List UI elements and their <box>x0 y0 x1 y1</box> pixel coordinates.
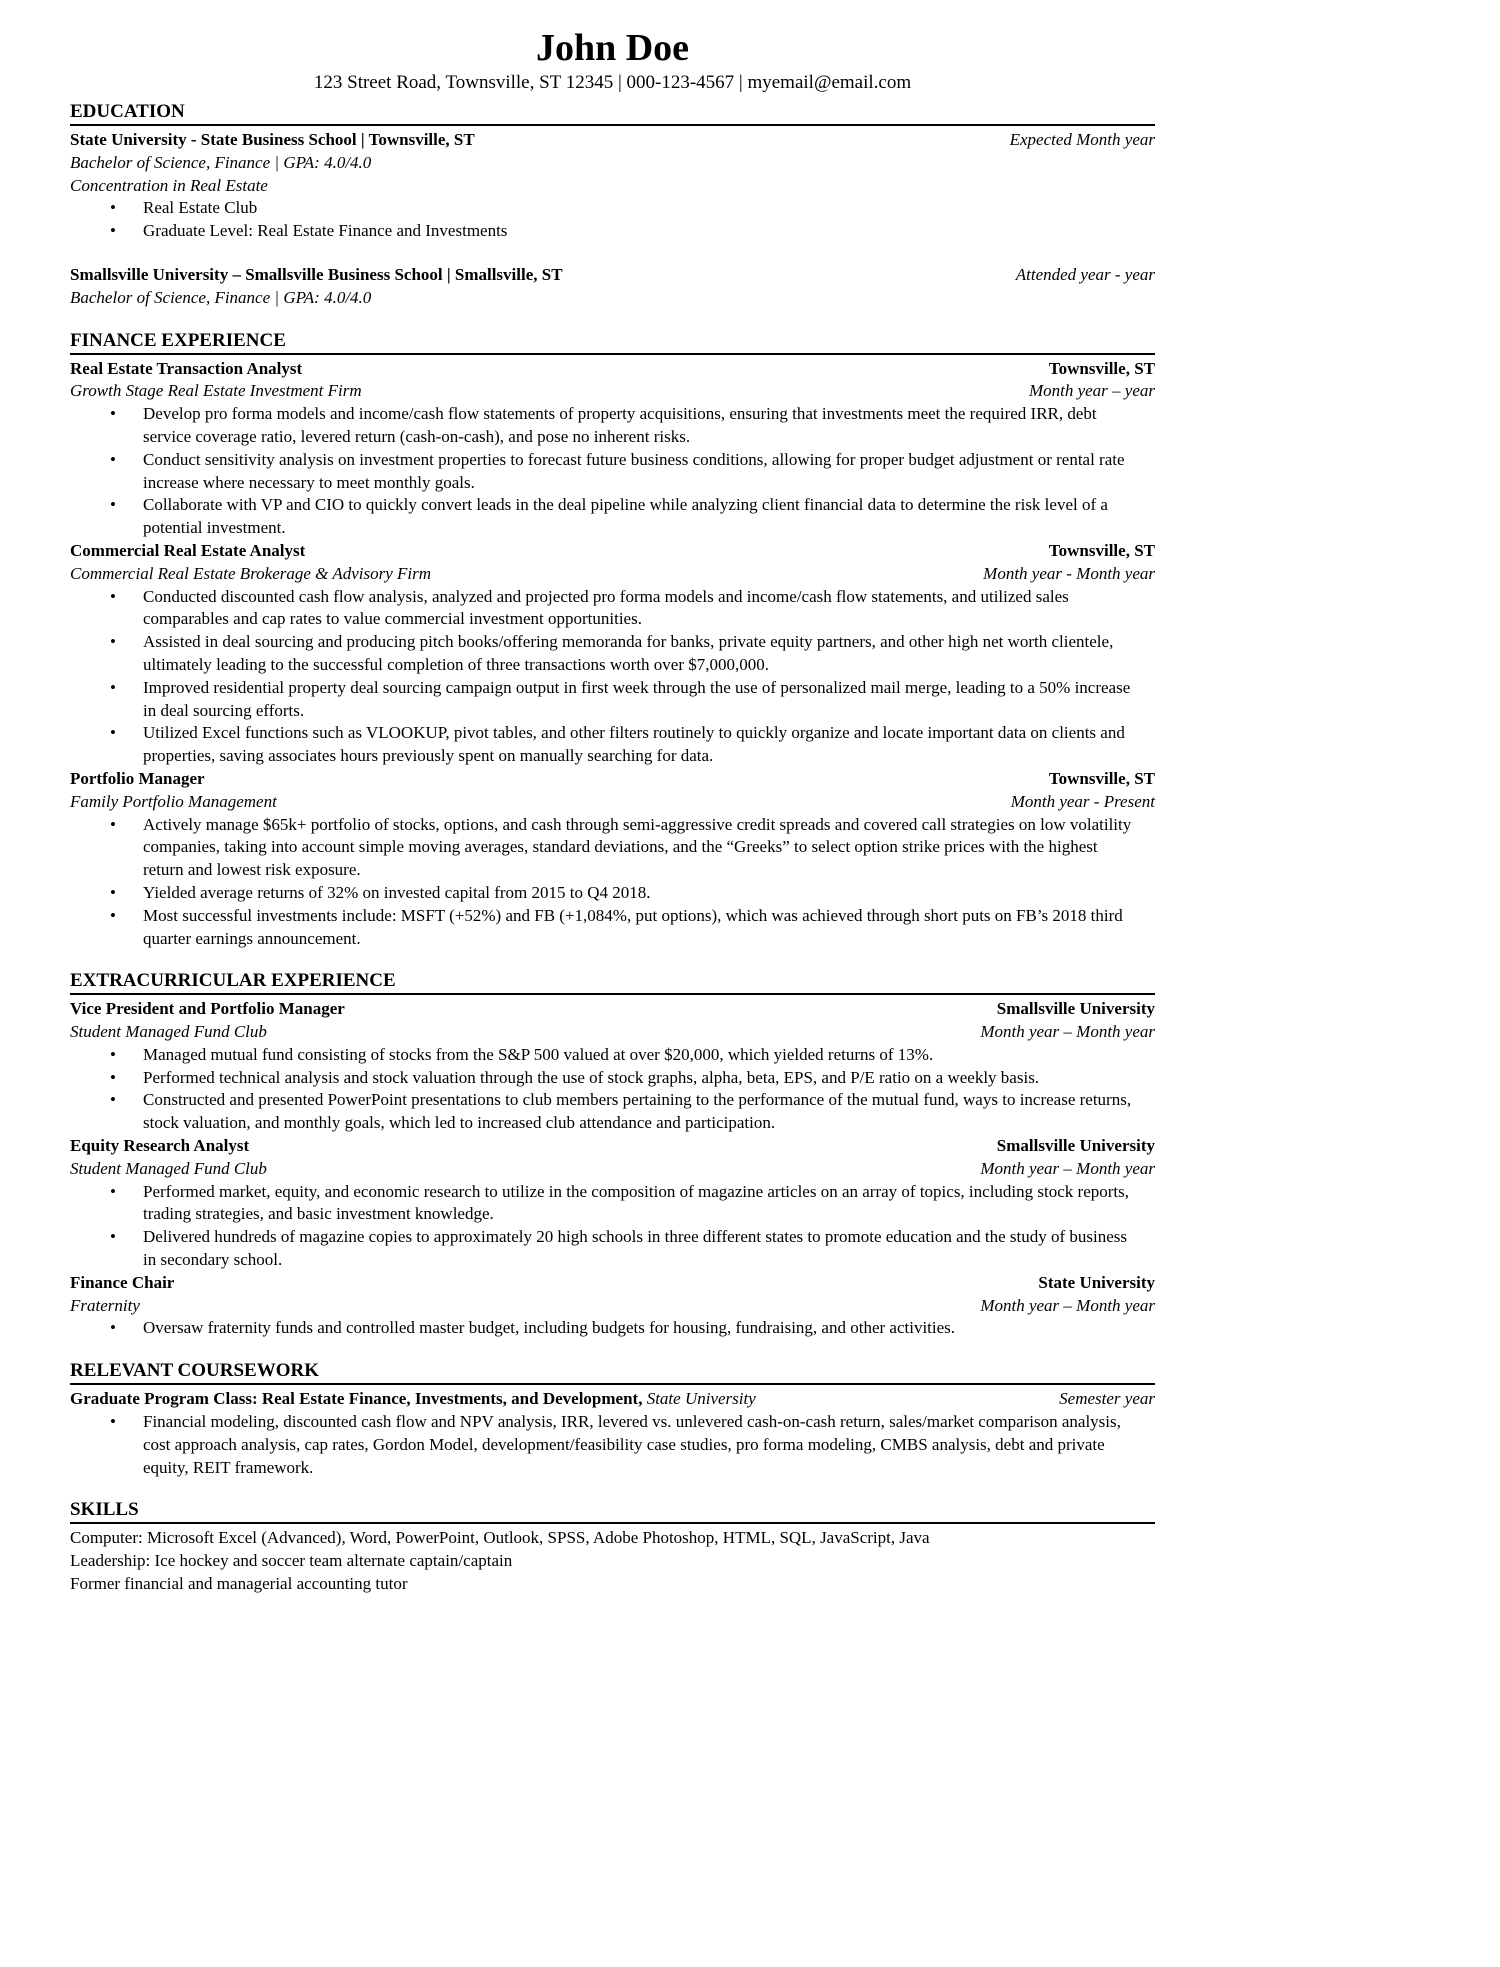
experience-entry <box>70 1135 1155 1272</box>
section-heading-education: EDUCATION <box>70 99 1155 126</box>
job-bullet-list <box>70 1044 1155 1135</box>
company-name: Fraternity <box>70 1295 140 1315</box>
company-row <box>70 791 1155 814</box>
job-dates: Month year - Month year <box>983 563 1155 583</box>
job-title: Commercial Real Estate Analyst <box>70 540 306 560</box>
job-title-row <box>70 768 1155 791</box>
job-location: State University <box>1038 1272 1155 1292</box>
education-title-row <box>70 264 1155 287</box>
job-bullet-list <box>70 1181 1155 1272</box>
company-row <box>70 563 1155 586</box>
company-name: Family Portfolio Management <box>70 791 277 811</box>
course-title-row <box>70 1388 1155 1411</box>
bullet-item: • Conduct sensitivity analysis on investment properties to forecast future business conditions, allowing for proper budget adjustment or rental rate increase where necessary to meet monthly goals. <box>70 449 1140 495</box>
company-row <box>70 1295 1155 1318</box>
experience-entry <box>70 358 1155 540</box>
job-dates: Month year – year <box>1028 381 1155 401</box>
education-dates: Expected Month year <box>1009 130 1155 149</box>
school-name: State University - State Business School | Townsville, ST <box>70 130 475 149</box>
bullet-item: • Collaborate with VP and CIO to quickly convert leads in the deal pipeline while analyzing client financial data to determine the risk level of a potential investment. <box>70 494 1140 540</box>
bullet-item: • Performed technical analysis and stock valuation through the use of stock graphs, alpha, beta, EPS, and P/E ratio on a weekly basis. <box>70 1067 1140 1090</box>
company-name: Commercial Real Estate Brokerage & Advisory Firm <box>70 563 432 583</box>
bullet-item: • Graduate Level: Real Estate Finance and Investments <box>70 220 1140 243</box>
bullet-item: • Most successful investments include: MSFT (+52%) and FB (+1,084%, put options), which was achieved through short puts on FB’s 2018 third quarter earnings announcement. <box>70 905 1140 951</box>
bullet-item: • Performed market, equity, and economic research to utilize in the composition of magazine articles on an array of topics, including stock reports, trading strategies, and basic investment knowledge. <box>70 1181 1140 1227</box>
education-concentration-row <box>70 175 1155 198</box>
job-dates: Month year - Present <box>1010 791 1155 811</box>
bullet-item: • Financial modeling, discounted cash flow and NPV analysis, IRR, levered vs. unlevered cash-on-cash return, sales/market comparison analysis, cost approach analysis, cap rates, Gordon Model, development/feasibility case studies, pro forma modeling, CMBS analysis, debt and private equity, REIT framework. <box>70 1411 1140 1479</box>
job-title: Real Estate Transaction Analyst <box>70 358 303 378</box>
skills-line-computer: Computer: Microsoft Excel (Advanced), Word, PowerPoint, Outlook, SPSS, Adobe Photoshop, HTML, SQL, JavaScript, Java <box>70 1528 930 1548</box>
job-title: Portfolio Manager <box>70 768 205 788</box>
job-title-row <box>70 1272 1155 1295</box>
job-title-row <box>70 358 1155 381</box>
course-dates: Semester year <box>1059 1389 1155 1409</box>
bullet-item: • Oversaw fraternity funds and controlled master budget, including budgets for housing, fundraising, and other activities. <box>70 1317 1140 1340</box>
person-name: John Doe <box>535 27 690 69</box>
resume-header <box>70 26 1155 95</box>
education-title-row <box>70 129 1155 152</box>
company-name: Student Managed Fund Club <box>70 1022 267 1042</box>
job-location: Smallsville University <box>996 1136 1155 1156</box>
education-entry <box>70 264 1155 310</box>
section-finance-experience <box>70 328 1155 951</box>
bullet-item: • Real Estate Club <box>70 197 1140 220</box>
job-bullet-list <box>70 586 1155 768</box>
job-bullet-list <box>70 403 1155 540</box>
experience-entry <box>70 998 1155 1135</box>
skills-line-other: Former financial and managerial accounting tutor <box>70 1574 408 1594</box>
bullet-item: • Constructed and presented PowerPoint presentations to club members pertaining to the performance of the mutual fund, ways to increase returns, stock valuation, and monthly goals, which led to increased club attendance and participation. <box>70 1089 1140 1135</box>
job-title: Equity Research Analyst <box>70 1136 250 1156</box>
degree-info: Bachelor of Science, Finance | GPA: 4.0/4.0 <box>70 152 372 172</box>
section-extracurricular-experience <box>70 968 1155 1340</box>
course-title: Graduate Program Class: Real Estate Finance, Investments, and Development, <box>70 1389 643 1409</box>
bullet-item: • Delivered hundreds of magazine copies to approximately 20 high schools in three different states to promote education and the study of business in secondary school. <box>70 1226 1140 1272</box>
company-name: Student Managed Fund Club <box>70 1158 267 1178</box>
education-entry <box>70 129 1155 243</box>
bullet-item: • Assisted in deal sourcing and producing pitch books/offering memoranda for banks, private equity partners, and other high net worth clientele, ultimately leading to the successful completion of three transactions worth over $7,000,000. <box>70 631 1140 677</box>
section-heading-extracurricular: EXTRACURRICULAR EXPERIENCE <box>70 968 1155 995</box>
job-location: Townsville, ST <box>1048 768 1155 788</box>
bullet-item: • Utilized Excel functions such as VLOOKUP, pivot tables, and other filters routinely to quickly organize and locate important data on clients and properties, saving associates hours previously spent on manually searching for data. <box>70 722 1140 768</box>
job-location: Townsville, ST <box>1048 540 1155 560</box>
job-dates: Month year – Month year <box>980 1158 1155 1178</box>
course-bullet-list <box>70 1411 1155 1479</box>
section-heading-finance-experience: FINANCE EXPERIENCE <box>70 328 1155 355</box>
section-heading-skills: SKILLS <box>70 1497 1155 1524</box>
coursework-entry <box>70 1388 1155 1479</box>
bullet-item: • Actively manage $65k+ portfolio of stocks, options, and cash through semi-aggressive credit spreads and covered call strategies on low volatility companies, taking into account simple moving averages, standard deviations, and the “Greeks” to select option strike prices with the highest return and lowest risk exposure. <box>70 814 1140 882</box>
education-bullet-list <box>70 197 1155 243</box>
concentration-info: Concentration in Real Estate <box>70 175 268 195</box>
company-row <box>70 1158 1155 1181</box>
job-bullet-list <box>70 1317 1155 1340</box>
experience-entry <box>70 768 1155 950</box>
job-title: Finance Chair <box>70 1272 175 1292</box>
job-title-row <box>70 998 1155 1021</box>
contact-line: 123 Street Road, Townsville, ST 12345 | 000-123-4567 | myemail@email.com <box>313 72 912 93</box>
resume-page <box>70 26 1155 1596</box>
bullet-item: • Improved residential property deal sourcing campaign output in first week through the use of personalized mail merge, leading to a 50% increase in deal sourcing efforts. <box>70 677 1140 723</box>
section-education <box>70 99 1155 310</box>
course-university: State University <box>646 1389 756 1409</box>
section-heading-coursework: RELEVANT COURSEWORK <box>70 1358 1155 1385</box>
bullet-item: • Conducted discounted cash flow analysis, analyzed and projected pro forma models and income/cash flow statements, and utilized sales comparables and cap rates to value commercial investment opportunities. <box>70 586 1140 632</box>
experience-entry <box>70 1272 1155 1340</box>
company-row <box>70 1021 1155 1044</box>
job-location: Townsville, ST <box>1048 358 1155 378</box>
school-name: Smallsville University – Smallsville Business School | Smallsville, ST <box>70 264 563 284</box>
education-degree-row <box>70 152 1155 175</box>
job-dates: Month year – Month year <box>980 1295 1155 1315</box>
job-location: Smallsville University <box>996 999 1155 1019</box>
job-title-row <box>70 540 1155 563</box>
job-bullet-list <box>70 814 1155 951</box>
skills-line-leadership: Leadership: Ice hockey and soccer team alternate captain/captain <box>70 1551 513 1571</box>
company-name: Growth Stage Real Estate Investment Firm <box>70 381 362 401</box>
bullet-item: • Develop pro forma models and income/cash flow statements of property acquisitions, ensuring that investments meet the required IRR, debt service coverage ratio, levered return (cash-on-cash), and pose no inherent risks. <box>70 403 1140 449</box>
course-title-group <box>70 1388 756 1411</box>
degree-info: Bachelor of Science, Finance | GPA: 4.0/4.0 <box>70 287 372 307</box>
job-dates: Month year – Month year <box>980 1022 1155 1042</box>
education-dates: Attended year - year <box>1015 264 1155 284</box>
education-degree-row <box>70 287 1155 310</box>
experience-entry <box>70 540 1155 768</box>
job-title: Vice President and Portfolio Manager <box>70 999 345 1019</box>
section-relevant-coursework <box>70 1358 1155 1479</box>
bullet-item: • Managed mutual fund consisting of stocks from the S&P 500 valued at over $20,000, which yielded returns of 13%. <box>70 1044 1140 1067</box>
job-title-row <box>70 1135 1155 1158</box>
bullet-item: • Yielded average returns of 32% on invested capital from 2015 to Q4 2018. <box>70 882 1140 905</box>
section-skills <box>70 1497 1155 1595</box>
company-row <box>70 380 1155 403</box>
